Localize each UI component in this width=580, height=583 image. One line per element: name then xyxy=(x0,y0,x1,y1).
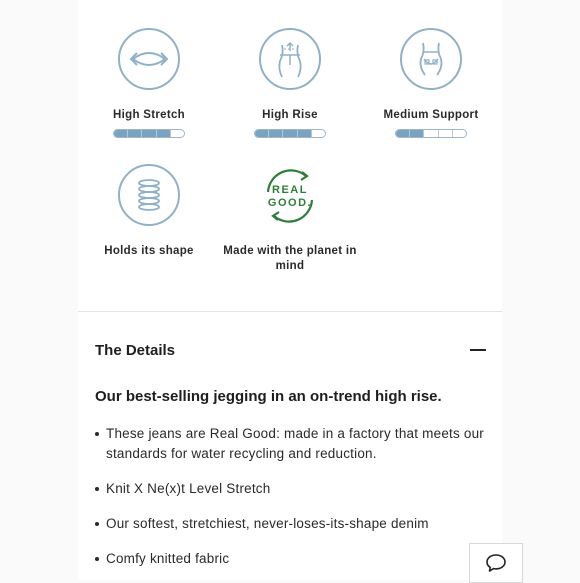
feature-high-stretch xyxy=(79,28,219,138)
details-headline: Our best-selling jegging in an on-trend high rise. xyxy=(95,388,442,405)
bullet-item: These jeans are Real Good: made in a factory that meets our standards for water recycling and reduction. xyxy=(95,424,485,464)
high-rise-waist-icon xyxy=(259,28,321,90)
chat-bubble-icon xyxy=(485,553,507,573)
logo-text-good: GOOD. xyxy=(267,197,313,209)
feature-label: High Stretch xyxy=(113,109,185,121)
stretch-arrows-icon xyxy=(118,28,180,90)
feature-label: Holds its shape xyxy=(104,245,194,257)
chat-button[interactable] xyxy=(469,543,523,583)
real-good-logo xyxy=(258,164,322,228)
coil-spring-icon xyxy=(118,164,180,226)
feature-medium-support xyxy=(361,28,501,138)
support-meter xyxy=(395,129,467,138)
details-bullet-list xyxy=(95,424,485,569)
section-divider xyxy=(78,311,502,312)
feature-high-rise xyxy=(220,28,360,138)
feature-holds-shape xyxy=(79,164,219,259)
support-body-icon xyxy=(400,28,462,90)
bullet-item: Knit X Ne(x)t Level Stretch xyxy=(95,479,485,499)
bullet-item: Comfy knitted fabric xyxy=(95,549,485,569)
feature-label: Medium Support xyxy=(383,109,479,121)
collapse-minus-icon[interactable] xyxy=(470,349,486,351)
stretch-meter xyxy=(113,129,185,138)
feature-label: High Rise xyxy=(262,109,318,121)
feature-planet xyxy=(220,164,360,274)
rise-meter xyxy=(254,129,326,138)
logo-text-real: REAL xyxy=(272,184,308,196)
bullet-item: Our softest, stretchiest, never-loses-its-shape denim xyxy=(95,514,485,534)
details-title[interactable]: The Details xyxy=(95,342,176,359)
feature-label: Made with the planet in mind xyxy=(223,245,357,272)
